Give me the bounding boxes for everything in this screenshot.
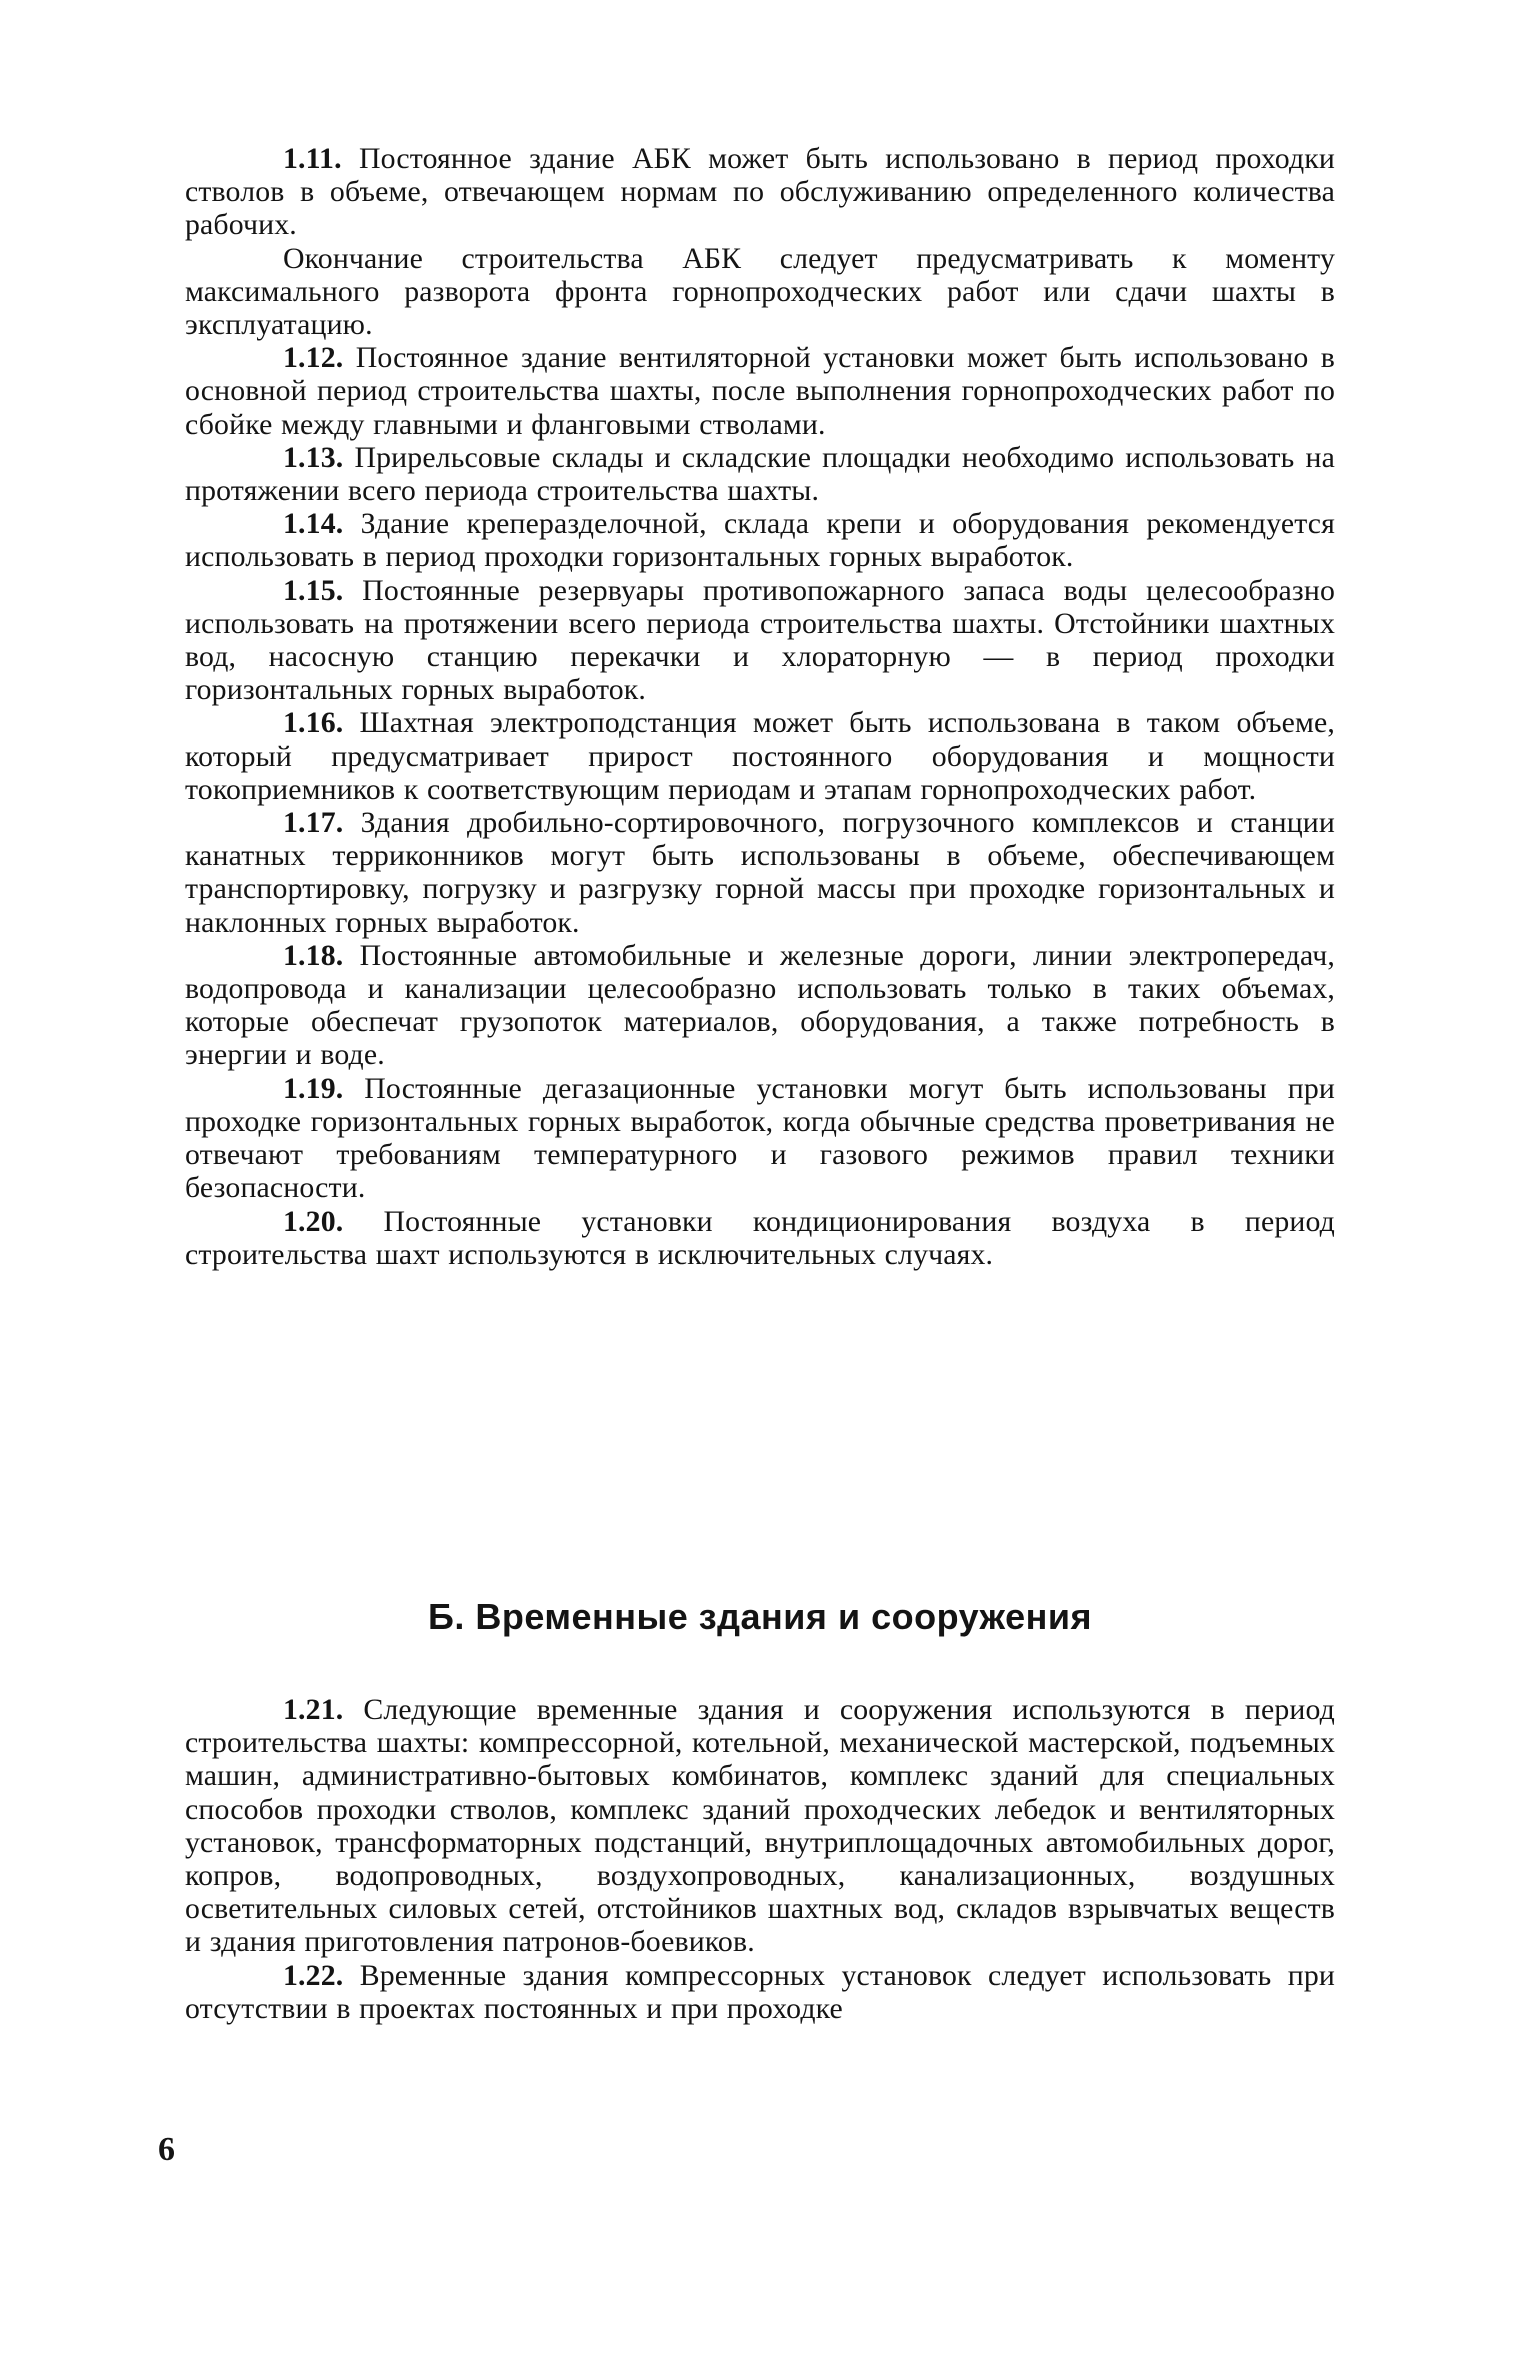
section-heading: Б. Временные здания и сооружения: [427, 1596, 1093, 1637]
paragraph-1-13: [185, 441, 1335, 507]
paragraph-text: Постоянные резервуары противопожарного запаса воды целесообразно использовать на протяжении всего периода строительства шахты. Отстойники шахтных вод, насосную станцию перекачки и хлораторную — в период проходки горизонтальных горных выработок.: [185, 573, 1335, 707]
paragraph-1-15: [185, 574, 1335, 707]
paragraph-text: Постоянное здание вентиляторной установки может быть использовано в основной период строительства шахты, после выполнения горнопроходческих работ по сбойке между главными и фланговыми стволами.: [185, 341, 1335, 441]
paragraph-number: 1.21.: [283, 1693, 344, 1726]
paragraph-1-11-continued: [185, 242, 1335, 342]
paragraph-1-18: [185, 939, 1335, 1072]
paragraph-1-14: [185, 507, 1335, 573]
paragraph-text: Прирельсовые склады и складские площадки необходимо использовать на протяжении всего периода строительства шахты.: [185, 440, 1335, 508]
paragraph-number: 1.22.: [283, 1958, 344, 1992]
paragraph-number: 1.13.: [283, 440, 344, 474]
paragraph-text: Постоянные дегазационные установки могут быть использованы при проходке горизонтальных горных выработок, когда обычные средства проветривания не отвечают требованиям температурного и газового режимов правил техники безопасности.: [185, 1071, 1335, 1205]
paragraph-text: Здание креперазделочной, склада крепи и оборудования рекомендуется использовать в период проходки горизонтальных горных выработок.: [185, 507, 1335, 574]
paragraph-1-20: [185, 1205, 1335, 1271]
paragraph-number: 1.11.: [283, 142, 342, 175]
paragraph-1-12: [185, 341, 1335, 441]
paragraph-text: Следующие временные здания и сооружения используются в период строительства шахты: компрессорной, котельной, механической мастерской, подъемных машин, административно-бытовых комбинатов, комплекс зданий для специальных способов проходки стволов, комплекс зданий проходческих лебедок и вентиляторных установок, трансформаторных подстанций, внутриплощадочных автомобильных дорог, копров, водопроводных, воздухопроводных, канализационных, воздушных осветительных силовых сетей, отстойников шахтных вод, складов взрывчатых веществ и здания приготовления патронов-боевиков.: [185, 1693, 1335, 1959]
paragraph-text: Временные здания компрессорных установок следует использовать при отсутствии в проектах постоянных и при проходке: [185, 1958, 1336, 2025]
paragraph-text: Постоянные автомобильные и железные дороги, линии электропередач, водопровода и канализации целесообразно использовать только в таких объемах, которые обеспечат грузопоток материалов, оборудования, а также потребность в энергии и воде.: [185, 938, 1335, 1072]
paragraph-number: 1.18.: [283, 938, 344, 972]
upper-text-block: [185, 142, 1335, 1271]
page-number: 6: [158, 2131, 175, 2168]
lower-text-block: [185, 1693, 1335, 2025]
paragraph-text: Постоянное здание АБК может быть использовано в период проходки стволов в объеме, отвечающем нормам по обслуживанию определенного количества рабочих.: [185, 142, 1335, 242]
paragraph-number: 1.20.: [283, 1204, 344, 1238]
paragraph-1-11: [185, 142, 1335, 242]
paragraph-1-16: [185, 706, 1335, 806]
paragraph-1-21: [185, 1693, 1335, 1959]
paragraph-number: 1.19.: [283, 1071, 344, 1105]
paragraph-1-17: [185, 806, 1335, 939]
paragraph-number: 1.12.: [283, 341, 344, 375]
paragraph-1-22: [185, 1959, 1335, 2025]
paragraph-text: Постоянные установки кондиционирования воздуха в период строительства шахт используются в исключительных случаях.: [185, 1204, 1335, 1271]
paragraph-number: 1.16.: [283, 706, 344, 740]
paragraph-text: Шахтная электроподстанция может быть использована в таком объеме, который предусматривает прирост постоянного оборудования и мощности токоприемников к соответствующим периодам и этапам горнопроходческих работ.: [185, 706, 1335, 806]
paragraph-number: 1.17.: [283, 806, 344, 840]
paragraph-text: Здания дробильно-сортировочного, погрузочного комплексов и станции канатных терриконников могут быть использованы в объеме, обеспечивающем транспортировку, погрузку и разгрузку горной массы при проходке горизонтальных и наклонных горных выработок.: [185, 806, 1335, 939]
paragraph-1-19: [185, 1072, 1335, 1205]
paragraph-number: 1.15.: [283, 573, 344, 607]
paragraph-text: Окончание строительства АБК следует предусматривать к моменту максимального разворота фронта горнопроходческих работ или сдачи шахты в эксплуатацию.: [185, 241, 1335, 342]
paragraph-number: 1.14.: [283, 507, 344, 541]
